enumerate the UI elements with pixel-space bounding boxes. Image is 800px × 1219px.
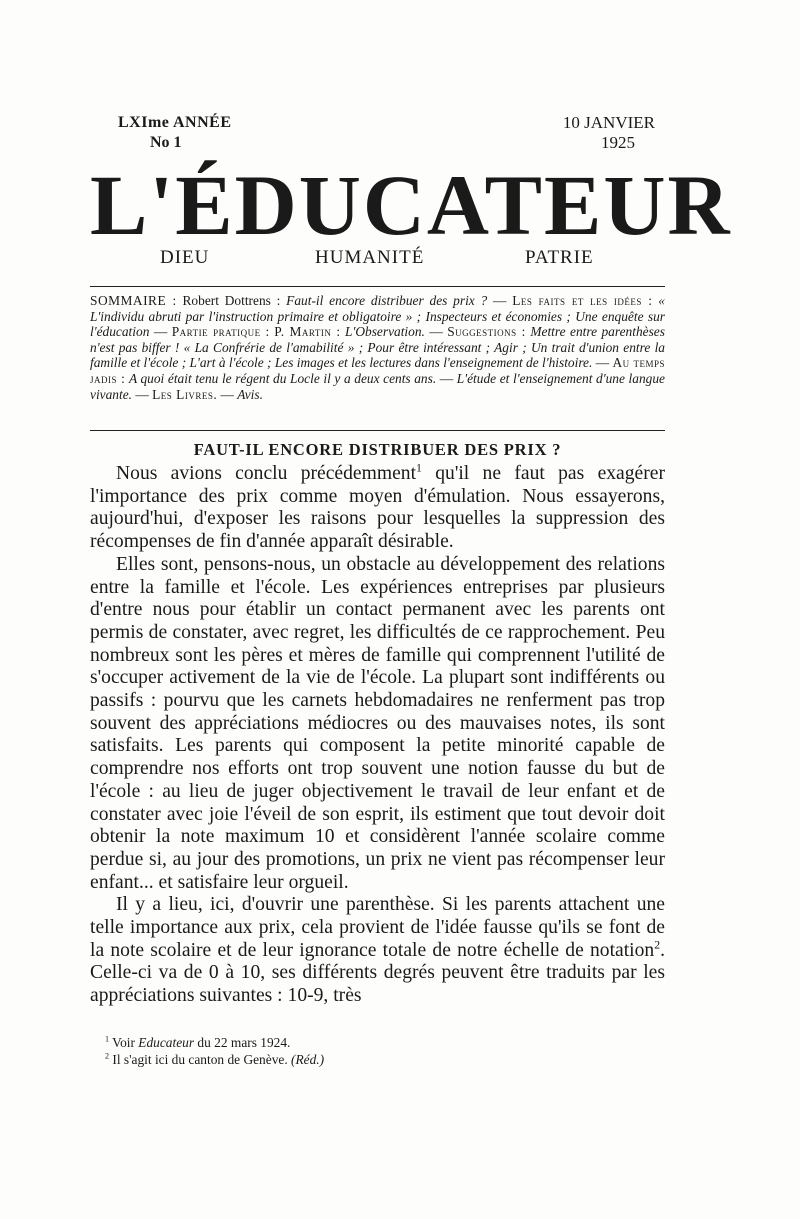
divider <box>90 286 665 287</box>
divider <box>90 430 665 431</box>
footnote-text: Voir <box>109 1035 139 1050</box>
date-line: 10 JANVIER <box>562 113 655 132</box>
summary-items: « L'individu abruti par l'instruction primaire et obligatoire » ; Inspecteurs et économies ; Une enquête sur l'éducation <box>90 293 665 340</box>
footnote-mark: 2 <box>105 1051 110 1061</box>
summary-section: Suggestions : <box>447 324 526 340</box>
summary-dash: — <box>429 324 448 340</box>
footnotes <box>105 1034 665 1068</box>
summary-author: Robert Dottrens : <box>182 293 281 308</box>
date-year: 1925 <box>601 133 635 152</box>
footnote-text: Il s'agit ici du canton de Genève. <box>109 1052 292 1067</box>
paragraph <box>90 894 665 1008</box>
article-title: FAUT-IL ENCORE DISTRIBUER DES PRIX ? <box>193 440 562 459</box>
footnote <box>105 1051 665 1068</box>
summary-author: P. Martin : <box>274 324 341 340</box>
summary-dash: — <box>439 370 457 386</box>
summary-items: L'étude et l'enseignement d'une langue vivante. <box>90 370 665 402</box>
summary-article: Faut-il encore distribuer des prix ? <box>286 293 488 308</box>
footnote-ref: 2 <box>654 938 661 952</box>
issue-number: No 1 <box>150 134 182 151</box>
paragraph-text: . Celle-ci va de 0 à 10, ses différents degrés peuvent être traduits par les appréciations suivantes : 10-9, très <box>90 939 665 1007</box>
masthead-title: L'ÉDUCATEUR <box>90 157 732 253</box>
paragraph-text: qu'il ne faut pas exagérer l'importance des prix comme moyen d'émulation. Nous essayerons, aujourd'hui, d'exposer les raisons pour lesquelles la suppression des récompenses de fin d'année apparaît désirable. <box>90 463 665 553</box>
footnote-text: du 22 mars 1924. <box>194 1035 291 1050</box>
year-label: LXIme ANNÉE <box>118 114 232 131</box>
motto-word: PATRIE <box>525 247 594 268</box>
table-of-contents <box>90 293 665 402</box>
paragraph: Elles sont, pensons-nous, un obstacle au développement des relations entre la famille et l'école. Les expériences entreprises par plusieurs d'entre nous pour établir un contact permanent avec les parents ont permis de constater, avec regret, les difficultés de ce rapprochement. Peu nombreux sont les pères et mères de famille qui comprennent l'utilité de s'occuper activement de la vie de l'école. La plupart sont indifférents ou passifs : pourvu que les carnets hebdomadaires ne renferment pas trop souvent des appréciations médiocres ou des mauvaises notes, ils sont satisfaits. Les parents qui composent la petite minorité capable de comprendre nos efforts ont trop souvent une notion fausse du but de l'école : au lieu de juger objectivement le travail de leur enfant et de constater avec joie l'éveil de son esprit, ils estiment que tout devoir doit obtenir la note maximum 10 et considèrent l'année scolaire comme perdue si, au jour des promotions, un prix ne vient pas récompenser leur enfant... et satisfaire leur orgueil. <box>90 553 665 893</box>
summary-dash: — <box>595 355 613 371</box>
footnote-mark: 1 <box>105 1034 110 1044</box>
paragraph-text: Nous avions conclu précédemment <box>116 463 417 484</box>
footnote-text: Educateur <box>138 1035 195 1050</box>
summary-section: Partie pratique : <box>171 324 270 340</box>
issue-date <box>563 113 655 153</box>
summary-label: SOMMAIRE : <box>90 293 177 308</box>
summary-section: Les Livres. <box>152 386 218 402</box>
summary-article: L'Observation. <box>345 324 425 340</box>
motto-word: HUMANITÉ <box>315 247 425 268</box>
issue-info <box>118 113 232 153</box>
footnote-text: (Réd.) <box>291 1052 325 1067</box>
journal-page <box>90 0 732 1219</box>
summary-dash: — <box>493 293 513 308</box>
summary-dash: — <box>220 386 238 402</box>
footnote-ref: 1 <box>416 461 422 475</box>
article-body <box>90 463 665 1008</box>
summary-section: Au temps jadis : <box>90 355 665 386</box>
summary-dash: — <box>153 324 172 340</box>
summary-section: Les faits et les idées : <box>512 293 653 308</box>
summary-items: Avis. <box>237 386 263 402</box>
paragraph-text: Il y a lieu, ici, d'ouvrir une parenthèse. Si les parents attachent une telle importance aux prix, cela provient de l'idée fausse qu'ils se font de la note scolaire et de leur ignorance totale de notre échelle de notation <box>90 894 665 961</box>
paragraph <box>90 463 665 554</box>
summary-items: A quoi était tenu le régent du Locle il y a deux cents ans. <box>128 370 437 386</box>
motto-word: DIEU <box>160 247 210 268</box>
summary-dash: — <box>135 386 153 402</box>
footnote <box>105 1034 665 1051</box>
summary-items: Mettre entre parenthèses n'est pas biffer ! « La Confrérie de l'amabilité » ; Pour être intéressant ; Agir ; Un trait d'union entre la famille et l'école ; L'art à l'école ; Les images et les lectures dans l'enseignement de l'histoire. <box>90 324 665 371</box>
